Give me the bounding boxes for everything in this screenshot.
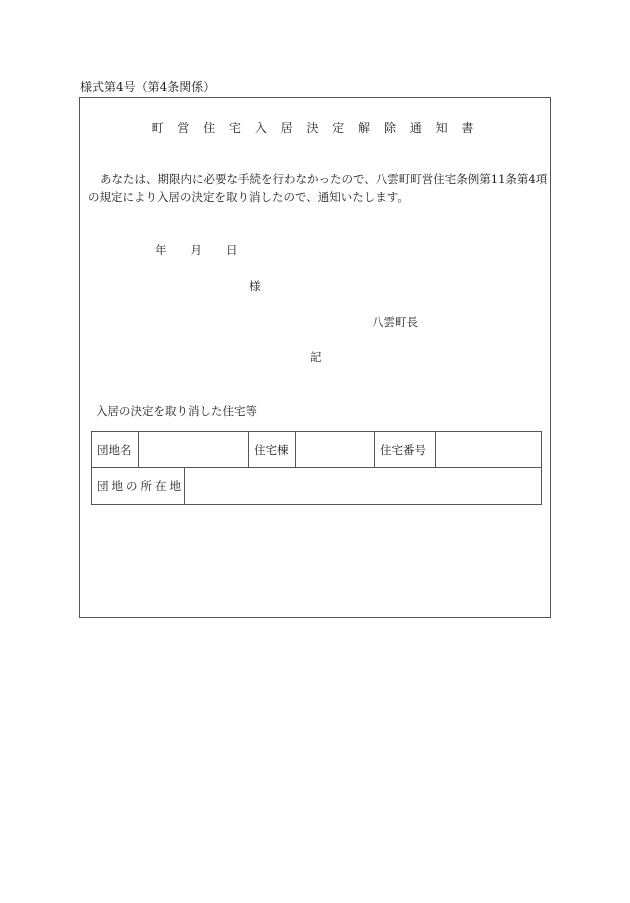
form-number-label: 様式第4号（第4条関係） (80, 80, 216, 94)
table-row (92, 468, 542, 505)
unit-number-label: 住宅番号 (375, 432, 436, 468)
housing-info-table (91, 431, 542, 505)
issuer-name: 八雲町長 (372, 315, 418, 329)
ki-marker: 記 (310, 350, 322, 364)
location-label-cell (92, 468, 542, 505)
date-line (155, 242, 238, 258)
location-field (185, 468, 541, 504)
date-year: 年 (155, 243, 167, 257)
date-month: 月 (190, 243, 202, 257)
building-label: 住宅棟 (249, 432, 296, 468)
date-day: 日 (226, 243, 238, 257)
table-row (92, 432, 542, 468)
complex-name-field (139, 432, 249, 468)
building-field (296, 432, 375, 468)
location-label: 団地の所在地 (97, 479, 184, 493)
location-label-cell (92, 468, 185, 504)
unit-number-field (436, 432, 542, 468)
document-title: 町 営 住 宅 入 居 決 定 解 除 通 知 書 (151, 121, 479, 135)
addressee-honorific: 様 (249, 279, 261, 293)
complex-name-label: 団地名 (92, 432, 139, 468)
location-row-wrap (92, 468, 541, 504)
notice-body-text: あなたは、期限内に必要な手続を行わなかったので、八雲町町営住宅条例第11条第4項の規定により入居の決定を取り消したので、通知いたします。 (88, 172, 548, 204)
section-caption: 入居の決定を取り消した住宅等 (96, 404, 257, 418)
notice-form (79, 97, 551, 618)
